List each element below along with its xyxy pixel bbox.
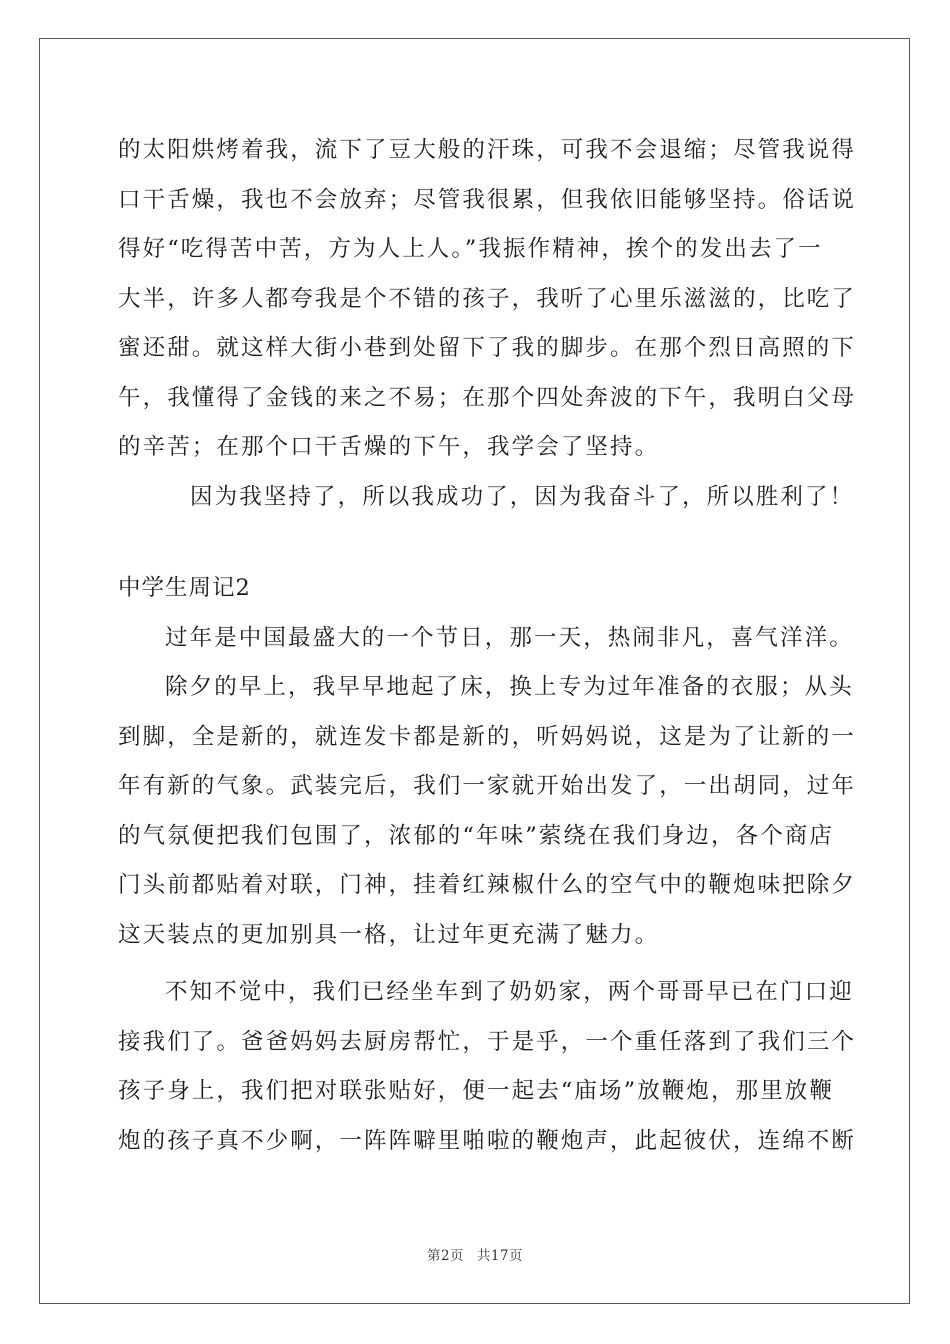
page-number: 第2页	[426, 1248, 465, 1264]
text-line: 不知不觉中，我们已经坐车到了奶奶家，两个哥哥早已在门口迎	[165, 979, 854, 1005]
section-title: 中学生周记2	[118, 575, 251, 601]
paragraph-conclusion: 因为我坚持了，所以我成功了，因为我奋斗了，所以胜利了！	[190, 483, 855, 510]
text-line: 的气氛便把我们包围了，浓郁的“年味”萦绕在我们身边，各个商店	[118, 822, 835, 849]
text-line: 到脚，全是新的，就连发卡都是新的，听妈妈说，这是为了让新的一	[118, 723, 857, 750]
text-line: 午，我懂得了金钱的来之不易；在那个四处奔波的下午，我明白父母	[118, 384, 857, 411]
paragraph-grandma	[118, 968, 857, 1166]
text-line: 炮的孩子真不少啊，一阵阵噼里啪啦的鞭炮声，此起彼伏，连绵不断	[118, 1127, 857, 1154]
text-line: 口干舌燥，我也不会放弃；尽管我很累，但我依旧能够坚持。俗话说	[118, 186, 857, 213]
text-line: 得好“吃得苦中苦，方为人上人。”我振作精神，挨个的发出去了一	[118, 236, 823, 262]
text-line: 除夕的早上，我早早地起了床，换上专为过年准备的衣服；从头	[165, 674, 854, 700]
paragraph-intro: 过年是中国最盛大的一个节日，那一天，热闹非凡，喜气洋洋。	[165, 624, 854, 651]
text-line: 这天装点的更加别具一格，让过年更充满了魅力。	[118, 921, 660, 948]
paragraph-morning	[118, 663, 857, 960]
text-line: 孩子身上，我们把对联张贴好，便一起去“庙场”放鞭炮，那里放鞭	[118, 1078, 835, 1104]
page-total: 共17页	[476, 1248, 524, 1264]
section-gap	[118, 522, 838, 564]
paragraph-continued	[118, 126, 857, 473]
text-line: 年有新的气象。武装完后，我们一家就开始出发了，一出胡同，过年	[118, 773, 857, 799]
text-line: 门头前都贴着对联，门神，挂着红辣椒什么的空气中的鞭炮味把除夕	[118, 872, 857, 898]
text-line: 接我们了。爸爸妈妈去厨房帮忙，于是乎，一个重任落到了我们三个	[118, 1028, 857, 1055]
text-line: 蜜还甜。就这样大街小巷到处留下了我的脚步。在那个烈日高照的下	[118, 335, 857, 361]
document-body	[118, 126, 857, 1166]
page-footer	[0, 1244, 950, 1264]
text-line: 的辛苦；在那个口干舌燥的下午，我学会了坚持。	[118, 434, 660, 460]
text-line: 大半，许多人都夸我是个不错的孩子，我听了心里乐滋滋的，比吃了	[118, 285, 857, 312]
text-line: 的太阳烘烤着我，流下了豆大般的汗珠，可我不会退缩；尽管我说得	[118, 137, 857, 163]
